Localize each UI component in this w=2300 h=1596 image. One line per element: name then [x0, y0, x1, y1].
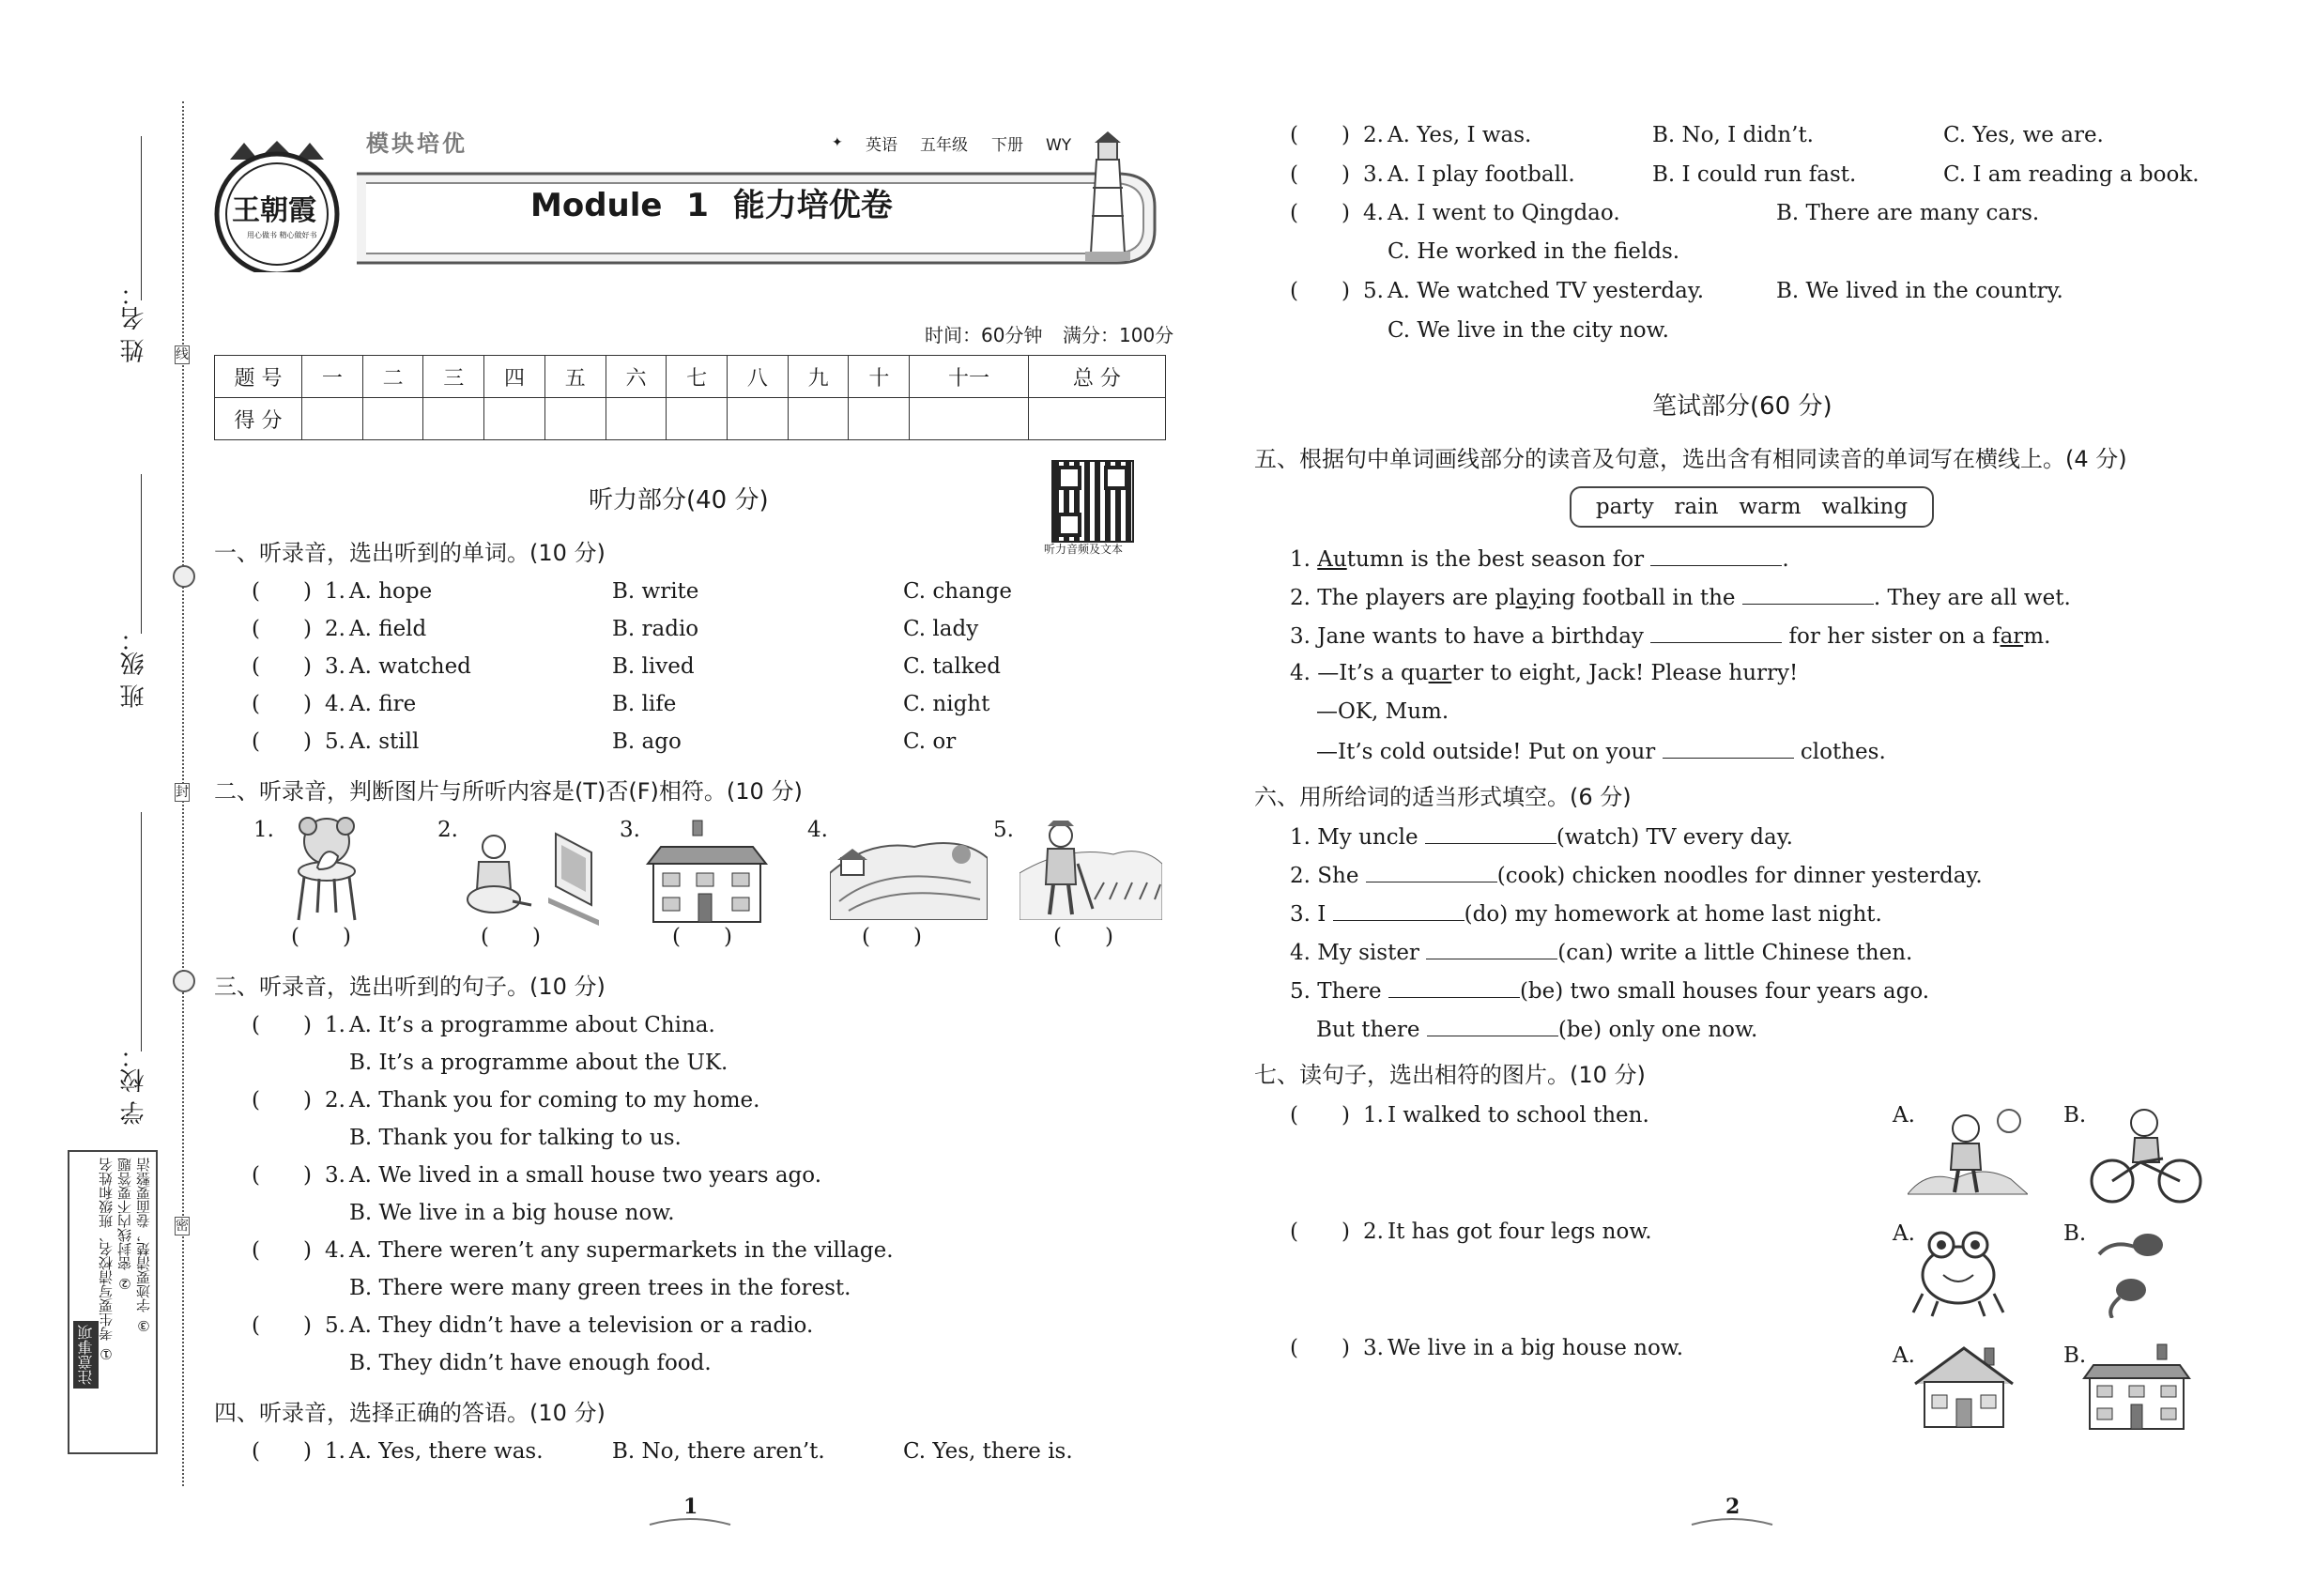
farm-landscape-image	[830, 826, 988, 920]
option-a: A. There weren’t any supermarkets in the village.	[349, 1238, 894, 1263]
option-a: A. They didn’t have a television or a radio.	[349, 1313, 814, 1338]
s5-question-4-line3	[1316, 737, 1886, 765]
item-text: We live in a big house now.	[1388, 1336, 1684, 1360]
option-a: A. Yes, I was.	[1388, 123, 1532, 147]
score-input-cell[interactable]	[910, 398, 1029, 440]
answer-paren[interactable]: ( )	[252, 1088, 312, 1113]
option-c: C. night	[903, 692, 990, 716]
score-input-cell[interactable]	[1028, 398, 1165, 440]
item-text: It has got four legs now.	[1388, 1220, 1652, 1244]
answer-paren[interactable]: ( )	[252, 1163, 312, 1188]
answer-paren[interactable]: ( )	[252, 617, 312, 641]
option-c: C. change	[903, 579, 1012, 604]
tadpoles-image[interactable]	[2093, 1220, 2187, 1318]
picture-number: 2.	[437, 818, 458, 842]
score-input-cell[interactable]	[423, 398, 484, 440]
section-4-title: 四、听录音，选择正确的答语。(10 分)	[214, 1400, 606, 1426]
item-number: 1.	[325, 1439, 345, 1464]
qr-code[interactable]	[1051, 460, 1134, 543]
option-label-b: B.	[2063, 1103, 2087, 1128]
answer-paren[interactable]: ( )	[252, 654, 312, 679]
option-b: B. radio	[612, 617, 699, 641]
item-number: 4.	[1363, 201, 1384, 225]
option-a: A. It’s a programme about China.	[349, 1013, 715, 1037]
score-table	[214, 355, 1166, 440]
listening-title: 听力部分(40 分)	[589, 486, 769, 514]
cat-on-chair-image	[280, 815, 374, 926]
picture-number: 3.	[620, 818, 640, 842]
section-6-title: 六、用所给词的适当形式填空。(6 分)	[1254, 784, 1632, 810]
score-cell: 七	[667, 356, 728, 398]
score-cell: 十	[849, 356, 910, 398]
option-b: B. There are many cars.	[1776, 201, 2040, 225]
answer-blank[interactable]	[1388, 976, 1520, 998]
score-cell: 三	[423, 356, 484, 398]
score-input-cell[interactable]	[667, 398, 728, 440]
s5-question-2	[1290, 583, 2071, 611]
answer-paren[interactable]: ( )	[481, 925, 541, 949]
score-cell: 十一	[910, 356, 1029, 398]
option-label-b: B.	[2063, 1343, 2087, 1368]
page-title: Module 1 能力培优卷	[530, 187, 893, 224]
item-number: 2.	[325, 1088, 345, 1113]
word-bank: party rain warm walking	[1570, 486, 1934, 528]
score-input-cell[interactable]	[302, 398, 363, 440]
option-b: B. life	[612, 692, 677, 716]
option-label-b: B.	[2063, 1221, 2087, 1246]
item-number: 3.	[1363, 1336, 1384, 1360]
score-cell: 四	[484, 356, 545, 398]
question-text: for her sister on a f	[1788, 624, 2001, 649]
option-b: B. Thank you for talking to us.	[349, 1126, 682, 1150]
frog-image[interactable]	[1909, 1220, 2007, 1318]
question-text: 3. Jane wants to have a birthday	[1290, 624, 1644, 649]
option-b: B. It’s a programme about the UK.	[349, 1051, 728, 1075]
s5-question-3	[1290, 622, 2050, 650]
item-number: 4.	[325, 692, 345, 716]
name-line	[141, 136, 142, 300]
score-table-score-row	[215, 398, 1166, 440]
subject: 英语	[866, 136, 897, 155]
option-c: C. or	[903, 729, 957, 754]
item-number: 5.	[1363, 279, 1384, 303]
option-c: C. lady	[903, 617, 979, 641]
option-a: A. field	[349, 617, 427, 641]
item-number: 1.	[325, 1013, 345, 1037]
option-c: C. talked	[903, 654, 1001, 679]
picture-number: 4.	[807, 818, 828, 842]
brand-logo	[211, 141, 343, 272]
brand-name: 王朝霞	[232, 194, 316, 227]
option-a: A. We lived in a small house two years ago.	[349, 1163, 822, 1188]
question-text: . They are all wet.	[1873, 586, 2071, 610]
binding-hole-icon	[173, 970, 195, 992]
score-input-cell[interactable]	[728, 398, 789, 440]
score-input-cell[interactable]	[362, 398, 423, 440]
answer-paren[interactable]: ( )	[252, 729, 312, 754]
answer-paren[interactable]: ( )	[1290, 1103, 1350, 1128]
s6-question-2: 2. She (cook) chicken noodles for dinner yesterday.	[1290, 861, 1983, 889]
question-text: clothes.	[1800, 740, 1886, 764]
option-c: C. We live in the city now.	[1388, 318, 1669, 343]
answer-paren[interactable]: ( )	[252, 1238, 312, 1263]
underlined-sound: ar	[2000, 624, 2024, 649]
score-table-header-row	[215, 356, 1166, 398]
option-a: A. still	[349, 729, 420, 754]
s6-question-1: 1. My uncle (watch) TV every day.	[1290, 822, 1793, 851]
item-number: 3.	[325, 654, 345, 679]
score-input-cell[interactable]	[788, 398, 849, 440]
note-3: ③ 字迹要清楚，卷面要整洁	[135, 1158, 152, 1334]
s6-question-3: 3. I (do) my homework at home last night.	[1290, 899, 1882, 928]
score-cell: 总 分	[1028, 356, 1165, 398]
answer-paren[interactable]: ( )	[1290, 1336, 1350, 1360]
question-text: —It’s cold outside! Put on your	[1316, 740, 1656, 764]
class-line	[141, 474, 142, 634]
option-a: A. watched	[349, 654, 471, 679]
answer-blank[interactable]	[1742, 583, 1874, 605]
answer-blank[interactable]	[1426, 938, 1557, 959]
option-c: C. He worked in the fields.	[1388, 239, 1680, 264]
item-number: 2.	[325, 617, 345, 641]
edition: WY	[1046, 136, 1072, 155]
boy-riding-bike-image[interactable]	[2088, 1104, 2204, 1207]
seal-char-2: 封	[176, 785, 189, 800]
option-c: C. I am reading a book.	[1943, 162, 2200, 187]
option-a: A. I play football.	[1388, 162, 1575, 187]
answer-paren[interactable]: ( )	[672, 925, 732, 949]
question-number: 1.	[1290, 547, 1311, 572]
question-text: ter to eight, Jack! Please hurry!	[1451, 661, 1799, 685]
option-b: B. write	[612, 579, 699, 604]
score-input-cell[interactable]	[606, 398, 667, 440]
question-text: tumn is the best season for	[1346, 547, 1645, 572]
option-a: A. I went to Qingdao.	[1388, 201, 1620, 225]
option-b: B. They didn’t have enough food.	[349, 1351, 712, 1375]
section-1-title: 一、听录音，选出听到的单词。(10 分)	[214, 540, 606, 566]
seal-char-3: 密	[176, 1219, 189, 1234]
score-cell: 题 号	[215, 356, 302, 398]
picture-number: 1.	[253, 818, 274, 842]
answer-blank[interactable]	[1663, 737, 1794, 759]
small-house-image[interactable]	[1909, 1343, 2018, 1429]
answer-paren[interactable]: ( )	[1290, 201, 1350, 225]
exam-notes	[68, 1150, 158, 1454]
page-number-right: 2	[1725, 1495, 1740, 1519]
answer-paren[interactable]: ( )	[1290, 1220, 1350, 1244]
answer-paren[interactable]: ( )	[1290, 123, 1350, 147]
option-label-a: A.	[1893, 1221, 1915, 1246]
answer-blank[interactable]	[1427, 1015, 1558, 1036]
series-name: 模块培优	[366, 130, 468, 157]
picture-number: 5.	[993, 818, 1014, 842]
time-info: 时间：60分钟	[925, 324, 1043, 346]
question-text: 4. —It’s a qu	[1290, 661, 1429, 685]
score-input-cell[interactable]	[484, 398, 545, 440]
binding-hole-icon	[173, 565, 195, 588]
item-number: 1.	[1363, 1103, 1384, 1128]
answer-paren[interactable]: ( )	[1053, 925, 1113, 949]
option-label-a: A.	[1893, 1103, 1915, 1128]
item-text: I walked to school then.	[1388, 1103, 1649, 1128]
s6-question-5b: But there (be) only one now.	[1316, 1015, 1757, 1043]
note-2: ② 密封线内不要答题	[116, 1158, 133, 1292]
qr-caption: 听力音频及文本	[1044, 543, 1124, 556]
page-number-left: 1	[683, 1495, 698, 1519]
option-b: B. No, there aren’t.	[612, 1439, 825, 1464]
page-ornament-left	[648, 1515, 732, 1528]
item-number: 3.	[325, 1163, 345, 1188]
item-number: 5.	[325, 729, 345, 754]
s6-question-5: 5. There (be) two small houses four years ago.	[1290, 976, 1929, 1005]
answer-blank[interactable]	[1366, 861, 1497, 882]
item-number: 2.	[1363, 123, 1384, 147]
answer-paren[interactable]: ( )	[291, 925, 351, 949]
option-a: A. Thank you for coming to my home.	[349, 1088, 760, 1113]
question-text: ing football in the	[1541, 586, 1736, 610]
note-1: ① 考生要写清校名、班级和姓名	[98, 1158, 115, 1362]
option-label-a: A.	[1893, 1343, 1915, 1368]
notes-title: 注意事项	[73, 1321, 99, 1389]
answer-blank[interactable]	[1333, 899, 1464, 921]
written-title: 笔试部分(60 分)	[1652, 392, 1832, 421]
section-7-title: 七、读句子，选出相符的图片。(10 分)	[1254, 1062, 1646, 1088]
volume: 下册	[991, 136, 1023, 155]
boy-watching-tv-image	[451, 815, 610, 926]
item-number: 4.	[325, 1238, 345, 1263]
score-cell: 八	[728, 356, 789, 398]
option-a: A. We watched TV yesterday.	[1388, 279, 1705, 303]
underlined-sound: Au	[1317, 547, 1347, 572]
item-number: 5.	[325, 1313, 345, 1338]
question-text: 2. The players are pl	[1290, 586, 1516, 610]
answer-paren[interactable]: ( )	[1290, 279, 1350, 303]
answer-paren[interactable]: ( )	[862, 925, 922, 949]
score-label: 得 分	[215, 398, 302, 440]
s5-question-4-reply: —OK, Mum.	[1316, 699, 1449, 724]
score-cell: 二	[362, 356, 423, 398]
answer-paren[interactable]: ( )	[1290, 162, 1350, 187]
option-a: A. fire	[349, 692, 417, 716]
brand-sub: 用心做书 精心做好书	[247, 231, 317, 239]
option-c: C. Yes, we are.	[1943, 123, 2104, 147]
score-cell: 六	[606, 356, 667, 398]
score-input-cell[interactable]	[849, 398, 910, 440]
boy-walking-image[interactable]	[1908, 1104, 2028, 1204]
section-3-title: 三、听录音，选出听到的句子。(10 分)	[214, 974, 606, 1000]
lighthouse-icon	[1080, 131, 1136, 263]
class-label: 班 级：	[120, 627, 148, 709]
s5-question-1	[1290, 545, 1789, 573]
option-c: C. Yes, there is.	[903, 1439, 1073, 1464]
option-b: B. We lived in the country.	[1776, 279, 2063, 303]
sparkle-icon: ✦	[832, 135, 843, 150]
score-input-cell[interactable]	[544, 398, 606, 440]
s6-question-4: 4. My sister (can) write a little Chinese then.	[1290, 938, 1912, 966]
house-image	[644, 819, 770, 924]
question-text: m.	[2023, 624, 2051, 649]
item-number: 2.	[1363, 1220, 1384, 1244]
score-cell: 五	[544, 356, 606, 398]
option-b: B. We live in a big house now.	[349, 1201, 675, 1225]
underlined-sound: ay	[1515, 586, 1541, 610]
item-number: 3.	[1363, 162, 1384, 187]
grade: 五年级	[920, 136, 968, 155]
big-house-image[interactable]	[2082, 1343, 2191, 1431]
option-b: B. ago	[612, 729, 682, 754]
score-cell: 九	[788, 356, 849, 398]
farmer-in-field-image	[1020, 817, 1162, 920]
name-label: 姓 名：	[120, 282, 148, 363]
option-a: A. hope	[349, 579, 433, 604]
answer-blank[interactable]	[1650, 622, 1782, 643]
option-b: B. I could run fast.	[1652, 162, 1857, 187]
item-number: 1.	[325, 579, 345, 604]
option-a: A. Yes, there was.	[349, 1439, 544, 1464]
school-label: 学 校：	[120, 1044, 148, 1126]
answer-paren[interactable]: ( )	[252, 1313, 312, 1338]
option-b: B. No, I didn’t.	[1652, 123, 1814, 147]
option-b: B. lived	[612, 654, 695, 679]
question-text: .	[1782, 547, 1789, 572]
seal-char-1: 线	[176, 347, 189, 362]
answer-paren[interactable]: ( )	[252, 1439, 312, 1464]
answer-blank[interactable]	[1425, 822, 1556, 844]
score-cell: 一	[302, 356, 363, 398]
answer-blank[interactable]	[1650, 545, 1782, 566]
school-line	[141, 812, 142, 1051]
page-ornament-right	[1690, 1515, 1774, 1528]
answer-paren[interactable]: ( )	[252, 692, 312, 716]
score-info: 满分：100分	[1063, 324, 1174, 346]
answer-paren[interactable]: ( )	[252, 579, 312, 604]
underlined-sound: ar	[1428, 661, 1452, 685]
answer-paren[interactable]: ( )	[252, 1013, 312, 1037]
section-5-title: 五、根据句中单词画线部分的读音及句意，选出含有相同读音的单词写在横线上。(4 分)	[1254, 446, 2127, 472]
s5-question-4	[1290, 660, 1798, 686]
option-b: B. There were many green trees in the forest.	[349, 1276, 851, 1300]
section-2-title: 二、听录音，判断图片与所听内容是(T)否(F)相符。(10 分)	[214, 778, 803, 805]
